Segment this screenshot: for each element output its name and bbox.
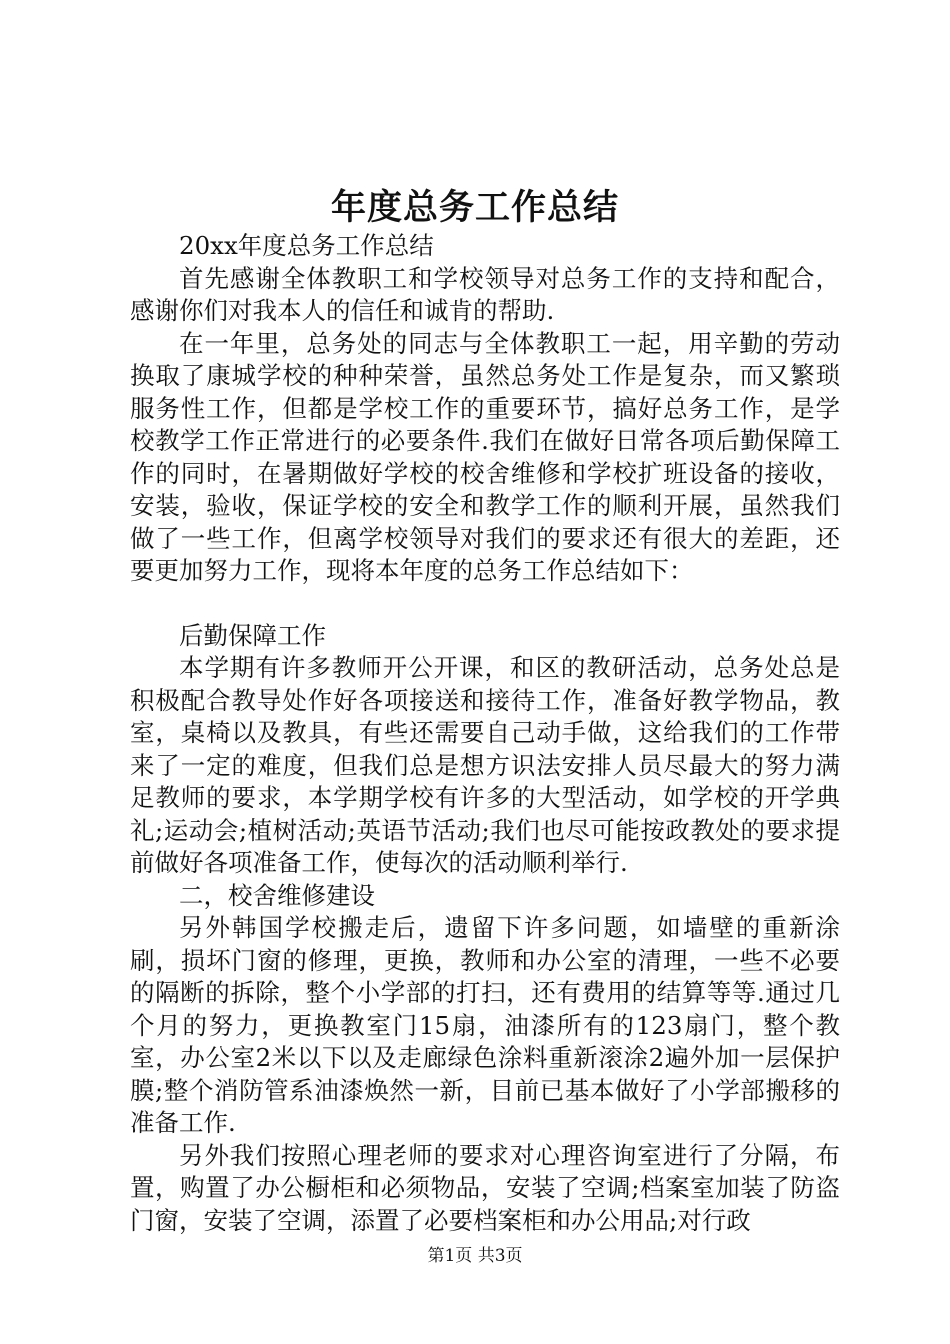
body-paragraph: 另外我们按照心理老师的要求对心理咨询室进行了分隔，布置，购置了办公橱柜和必须物品，安装了空调;档案室加装了防盗门窗，安装了空调，添置了必要档案柜和办公用品;对行政: [130, 1140, 840, 1235]
section-heading: 二，校舍维修建设: [179, 880, 375, 910]
document-title: 年度总务工作总结: [330, 187, 619, 228]
body-paragraph: 首先感谢全体教职工和学校领导对总务工作的支持和配合，感谢你们对我本人的信任和诚肯的帮助.: [130, 263, 840, 325]
document-body: [130, 230, 840, 1237]
subtitle-paragraph: 20xx年度总务工作总结: [179, 231, 434, 260]
section-heading: 后勤保障工作: [179, 620, 326, 650]
body-paragraph: 在一年里，总务处的同志与全体教职工一起，用辛勤的劳动换取了康城学校的种种荣誉，虽然总务处工作是复杂，而又繁琐服务性工作，但都是学校工作的重要环节，搞好总务工作，是学校教学工作正常进行的必要条件.我们在做好日常各项后勤保障工作的同时，在暑期做好学校的校舍维修和学校扩班设备的接收，安装，验收，保证学校的安全和教学工作的顺利开展，虽然我们做了一些工作，但离学校领导对我们的要求还有很大的差距，还要更加努力工作，现将本年度的总务工作总结如下：: [130, 328, 840, 585]
body-paragraph: 本学期有许多教师开公开课，和区的教研活动，总务处总是积极配合教导处作好各项接送和接待工作，准备好教学物品，教室，桌椅以及教具，有些还需要自己动手做，这给我们的工作带来了一定的难度，但我们总是想方识法安排人员尽最大的努力满足教师的要求，本学期学校有许多的大型活动，如学校的开学典礼;运动会;植树活动;英语节活动;我们也尽可能按政教处的要求提前做好各项准备工作，使每次的活动顺利举行.: [130, 653, 840, 877]
body-paragraph: 另外韩国学校搬走后，遗留下许多问题，如墙壁的重新涂刷，损坏门窗的修理，更换，教师和办公室的清理，一些不必要的隔断的拆除，整个小学部的打扫，还有费用的结算等等.通过几个月的努力，更换教室门15扇，油漆所有的123扇门，整个教室，办公室2米以下以及走廊绿色涂料重新滚涂2遍外加一层保护膜;整个消防管系油漆焕然一新，目前已基本做好了小学部搬移的准备工作.: [130, 913, 840, 1137]
page-number-footer: 第1页 共3页: [427, 1246, 523, 1266]
